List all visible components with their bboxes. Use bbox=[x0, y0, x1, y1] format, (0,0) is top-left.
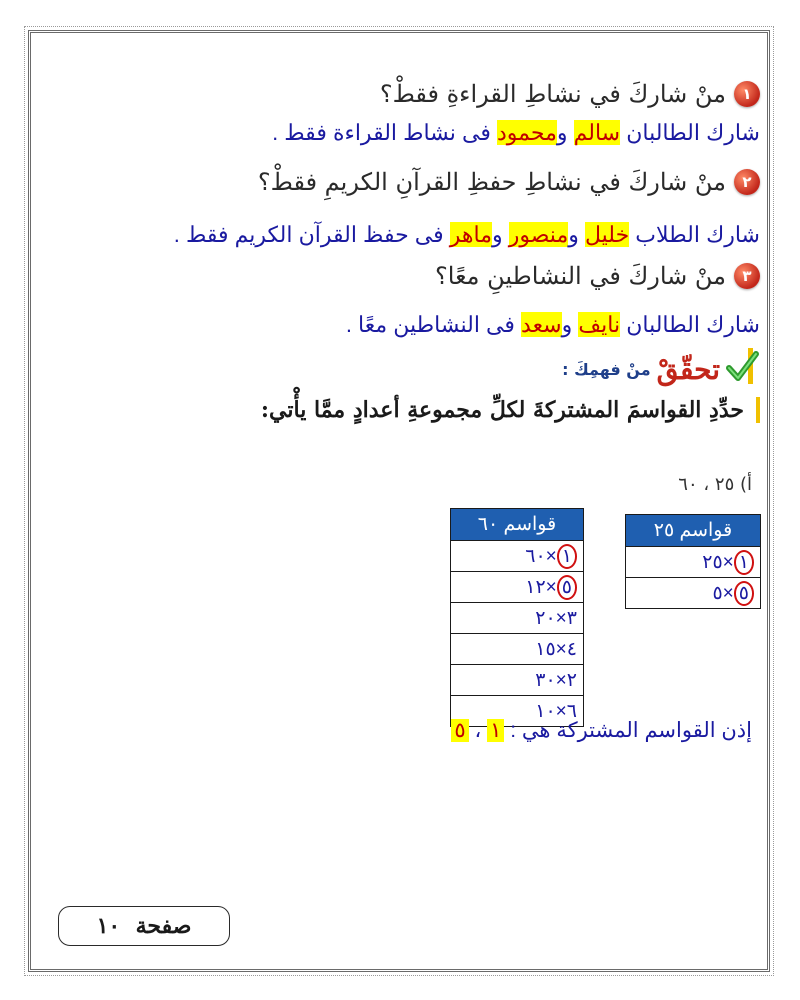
answer-2-name-3: ماهر bbox=[449, 222, 492, 247]
divisors-60-row bbox=[451, 665, 584, 696]
question-2 bbox=[258, 168, 760, 196]
answer-2-and-2: و bbox=[491, 222, 509, 247]
divisors-25-cell bbox=[626, 547, 761, 578]
divisors-25-factor-a: ١ bbox=[734, 550, 754, 575]
divisors-25-cell bbox=[626, 578, 761, 609]
answer-1-name-1: سالم bbox=[573, 120, 621, 145]
divisors-25-factor-a: ٥ bbox=[734, 581, 754, 606]
answer-2-name-1: خليل bbox=[584, 222, 630, 247]
divisors-25-header: قواسم ٢٥ bbox=[626, 515, 761, 547]
times-sign: × bbox=[545, 545, 557, 567]
divisors-60-row bbox=[451, 541, 584, 572]
answer-1-pre: شارك الطالبان bbox=[620, 120, 760, 145]
checkmark-icon bbox=[726, 348, 760, 390]
answer-1-and: و bbox=[556, 120, 574, 145]
number-badge-2: ٢ bbox=[734, 169, 760, 195]
divisors-60-cell bbox=[451, 603, 584, 634]
number-badge-3: ٣ bbox=[734, 263, 760, 289]
instruction-block bbox=[261, 397, 760, 423]
question-3-text: منْ شاركَ في النشاطينِ معًا؟ bbox=[435, 262, 726, 290]
result-separator: ، bbox=[468, 719, 488, 742]
check-subtitle: منْ فهمِكَ : bbox=[562, 359, 651, 379]
times-sign: × bbox=[555, 669, 567, 691]
times-sign: × bbox=[555, 638, 567, 660]
divisors-60-factor-b: ٢٠ bbox=[535, 607, 556, 629]
times-sign: × bbox=[545, 576, 557, 598]
divisors-60-cell bbox=[451, 572, 584, 603]
check-heading bbox=[562, 348, 760, 390]
result-value-2: ٥ bbox=[451, 719, 468, 742]
divisors-60-factor-a: ١ bbox=[557, 544, 577, 569]
divisors-60-factor-b: ٣٠ bbox=[535, 669, 556, 691]
page-number-box bbox=[58, 906, 230, 946]
answer-3-and: و bbox=[561, 312, 579, 337]
number-badge-1: ١ bbox=[734, 81, 760, 107]
result-value-1: ١ bbox=[487, 719, 504, 742]
instruction-text: حدِّدِ القواسمَ المشتركةَ لكلِّ مجموعةِ أعدادٍ ممَّا يأْتي: bbox=[260, 397, 744, 423]
answer-3-name-1: نايف bbox=[578, 312, 621, 337]
divisors-60-factor-b: ٦٠ bbox=[525, 545, 546, 567]
question-1 bbox=[380, 80, 760, 108]
divisors-25-table bbox=[625, 514, 761, 609]
answer-2-and-1: و bbox=[568, 222, 585, 247]
answer-2 bbox=[174, 222, 760, 248]
divisors-60-cell bbox=[451, 665, 584, 696]
divisors-60-factor-a: ٣ bbox=[566, 607, 577, 629]
answer-3-name-2: سعد bbox=[521, 312, 562, 337]
divisors-60-table bbox=[450, 508, 584, 727]
divisors-60-cell bbox=[451, 541, 584, 572]
result-label: إذن القواسم المشتركة هي : bbox=[504, 719, 752, 742]
answer-1 bbox=[272, 120, 760, 146]
times-sign: × bbox=[722, 582, 734, 604]
divisors-25-factor-b: ٢٥ bbox=[702, 551, 723, 573]
question-2-text: منْ شاركَ في نشاطِ حفظِ القرآنِ الكريمِ فقطْ؟ bbox=[257, 168, 726, 196]
divisors-60-factor-a: ٥ bbox=[557, 575, 577, 600]
answer-3-pre: شارك الطالبان bbox=[620, 312, 760, 337]
divisors-60-row bbox=[451, 634, 584, 665]
check-title: تحقّقْ bbox=[656, 352, 720, 386]
answer-1-post: فى نشاط القراءة فقط . bbox=[272, 120, 497, 145]
answer-2-pre: شارك الطلاب bbox=[629, 222, 760, 247]
question-3 bbox=[435, 262, 760, 290]
subquestion-label: أ) ٢٥ ، ٦٠ bbox=[678, 474, 752, 495]
divisors-60-factor-b: ١٠ bbox=[535, 700, 556, 722]
answer-3-post: فى النشاطين معًا . bbox=[345, 312, 522, 337]
page-number: ١٠ bbox=[96, 913, 121, 939]
divisors-25-row bbox=[626, 578, 761, 609]
answer-3 bbox=[346, 312, 760, 338]
divisors-60-factor-b: ١٢ bbox=[525, 576, 546, 598]
times-sign: × bbox=[555, 700, 567, 722]
divisors-60-row bbox=[451, 603, 584, 634]
divisors-60-cell bbox=[451, 634, 584, 665]
answer-2-post: فى حفظ القرآن الكريم فقط . bbox=[173, 222, 450, 247]
divisors-60-header: قواسم ٦٠ bbox=[451, 509, 584, 541]
times-sign: × bbox=[722, 551, 734, 573]
divisors-25-factor-b: ٥ bbox=[712, 582, 723, 604]
page-label: صفحة bbox=[135, 913, 192, 939]
divisors-25-row bbox=[626, 547, 761, 578]
times-sign: × bbox=[555, 607, 567, 629]
divisors-60-factor-a: ٦ bbox=[566, 700, 577, 722]
divisors-60-factor-a: ٢ bbox=[566, 669, 577, 691]
result-line bbox=[451, 718, 752, 743]
divisors-60-factor-a: ٤ bbox=[566, 638, 577, 660]
answer-1-name-2: محمود bbox=[497, 120, 557, 145]
answer-2-name-2: منصور bbox=[508, 222, 569, 247]
question-1-text: منْ شاركَ في نشاطِ القراءةِ فقطْ؟ bbox=[379, 80, 726, 108]
divisors-60-factor-b: ١٥ bbox=[535, 638, 556, 660]
divisors-60-row bbox=[451, 572, 584, 603]
